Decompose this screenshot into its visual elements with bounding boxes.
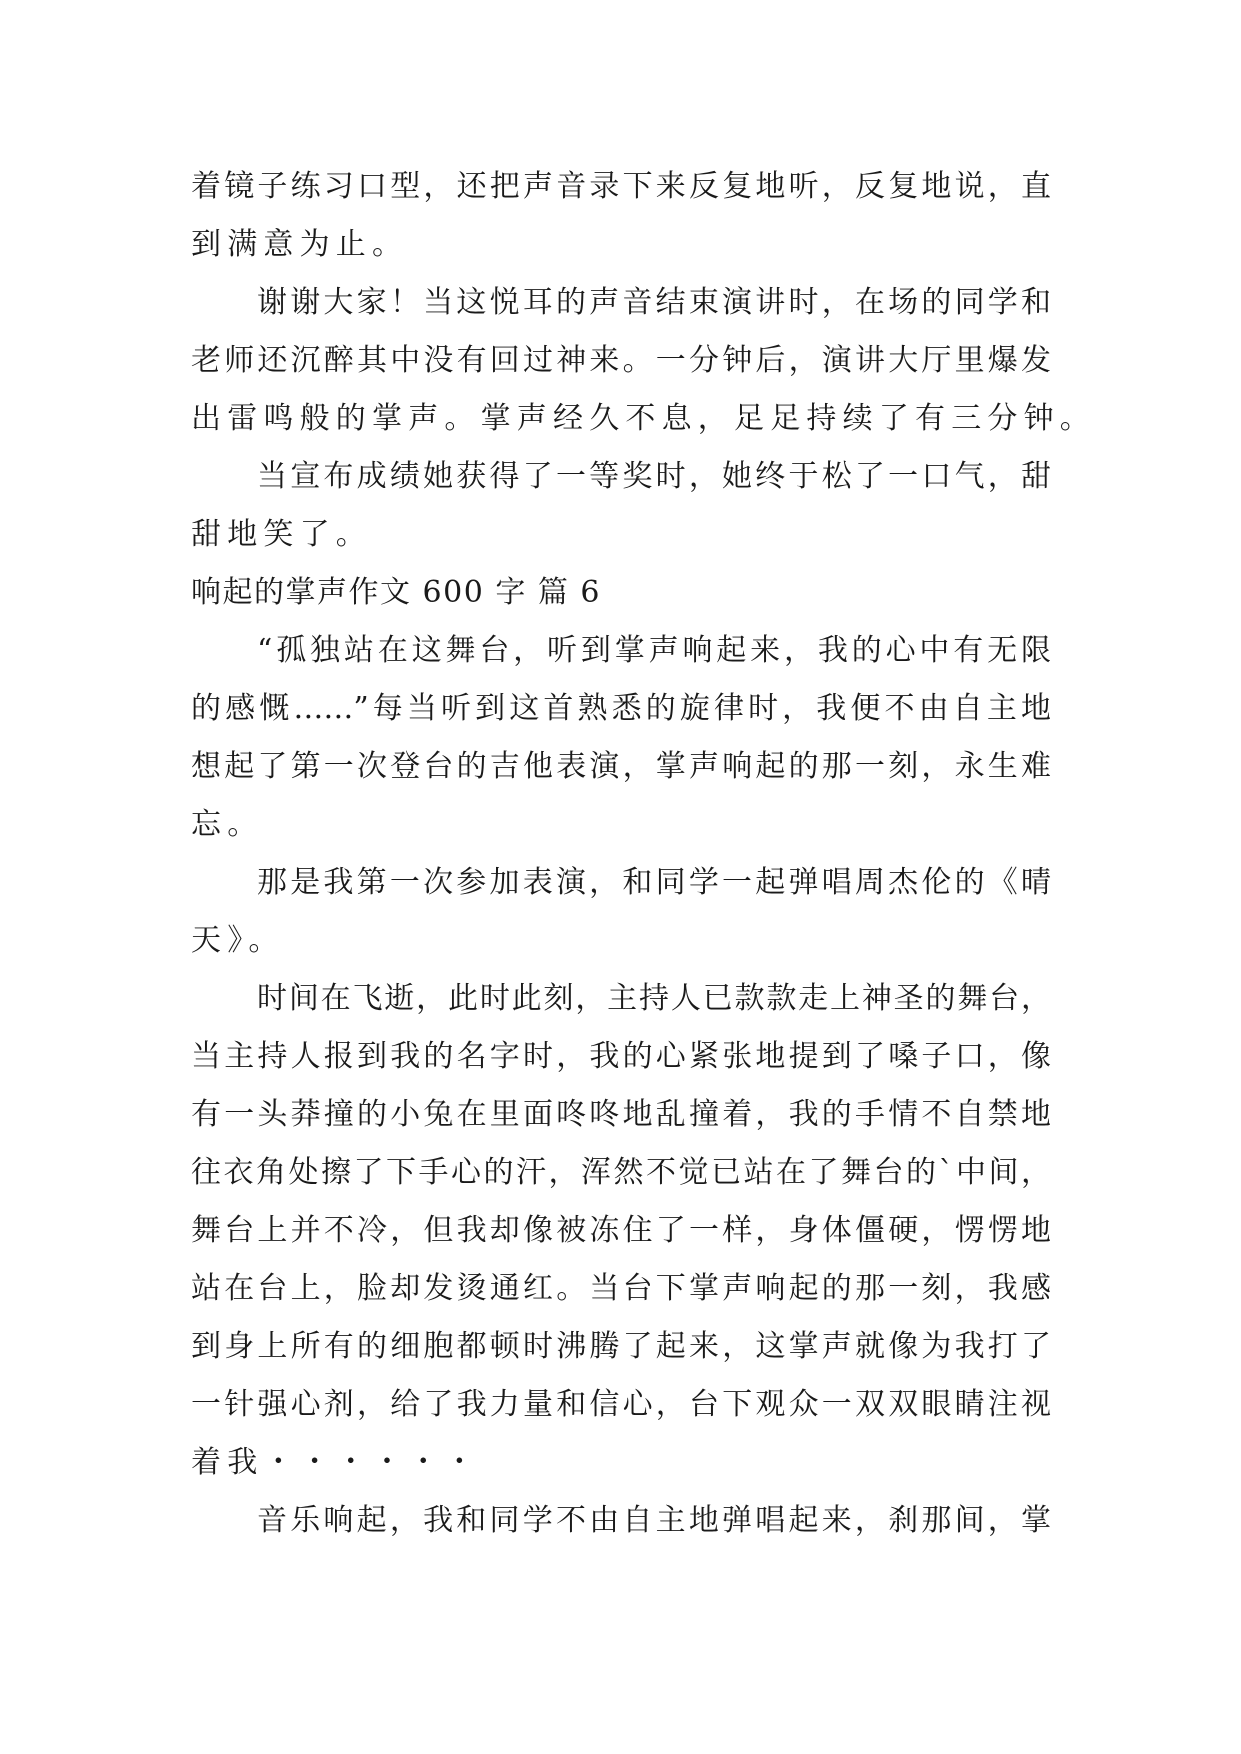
- text-line: 到身上所有的细胞都顿时沸腾了起来，这掌声就像为我打了: [191, 1329, 1051, 1364]
- paragraph-start-line: “孤独站在这舞台，听到掌声响起来，我的心中有无限: [257, 633, 1051, 668]
- paragraph-start-line: 时间在飞逝，此时此刻，主持人已款款走上神圣的舞台，: [257, 981, 1051, 1016]
- text-line: 有一头莽撞的小兔在里面咚咚地乱撞着，我的手情不自禁地: [191, 1097, 1051, 1132]
- text-line: 天》。: [191, 923, 285, 958]
- paragraph-start-line: 那是我第一次参加表演，和同学一起弹唱周杰伦的《晴: [257, 865, 1051, 900]
- text-line: 老师还沉醉其中没有回过神来。一分钟后，演讲大厅里爆发: [191, 343, 1051, 378]
- text-line: 往衣角处擦了下手心的汗，浑然不觉已站在了舞台的`中间，: [191, 1155, 1051, 1190]
- paragraph-start-line: 谢谢大家！当这悦耳的声音结束演讲时，在场的同学和: [257, 285, 1051, 320]
- text-line: 着镜子练习口型，还把声音录下来反复地听，反复地说，直: [191, 169, 1051, 204]
- text-line: 站在台上，脸却发烫通红。当台下掌声响起的那一刻，我感: [191, 1271, 1051, 1306]
- section-heading: 响起的掌声作文 600 字 篇 6: [191, 575, 601, 610]
- text-line: 的感慨……”每当听到这首熟悉的旋律时，我便不由自主地: [191, 691, 1051, 726]
- text-line: 到满意为止。: [191, 227, 409, 262]
- text-line: 着我・・・・・・: [191, 1445, 481, 1480]
- text-line: 想起了第一次登台的吉他表演，掌声响起的那一刻，永生难: [191, 749, 1051, 784]
- text-line: 出雷鸣般的掌声。掌声经久不息，足足持续了有三分钟。: [191, 401, 1096, 436]
- essay-text: [191, 158, 1096, 1550]
- text-line: 当主持人报到我的名字时，我的心紧张地提到了嗓子口，像: [191, 1039, 1051, 1074]
- text-line: 忘。: [191, 807, 264, 842]
- text-line: 舞台上并不冷，但我却像被冻住了一样，身体僵硬，愣愣地: [191, 1213, 1051, 1248]
- text-line: 一针强心剂，给了我力量和信心，台下观众一双双眼睛注视: [191, 1387, 1051, 1422]
- paragraph-start-line: 当宣布成绩她获得了一等奖时，她终于松了一口气，甜: [257, 459, 1051, 494]
- text-line: 甜地笑了。: [191, 517, 372, 552]
- paragraph-start-line: 音乐响起，我和同学不由自主地弹唱起来，刹那间，掌: [257, 1503, 1051, 1538]
